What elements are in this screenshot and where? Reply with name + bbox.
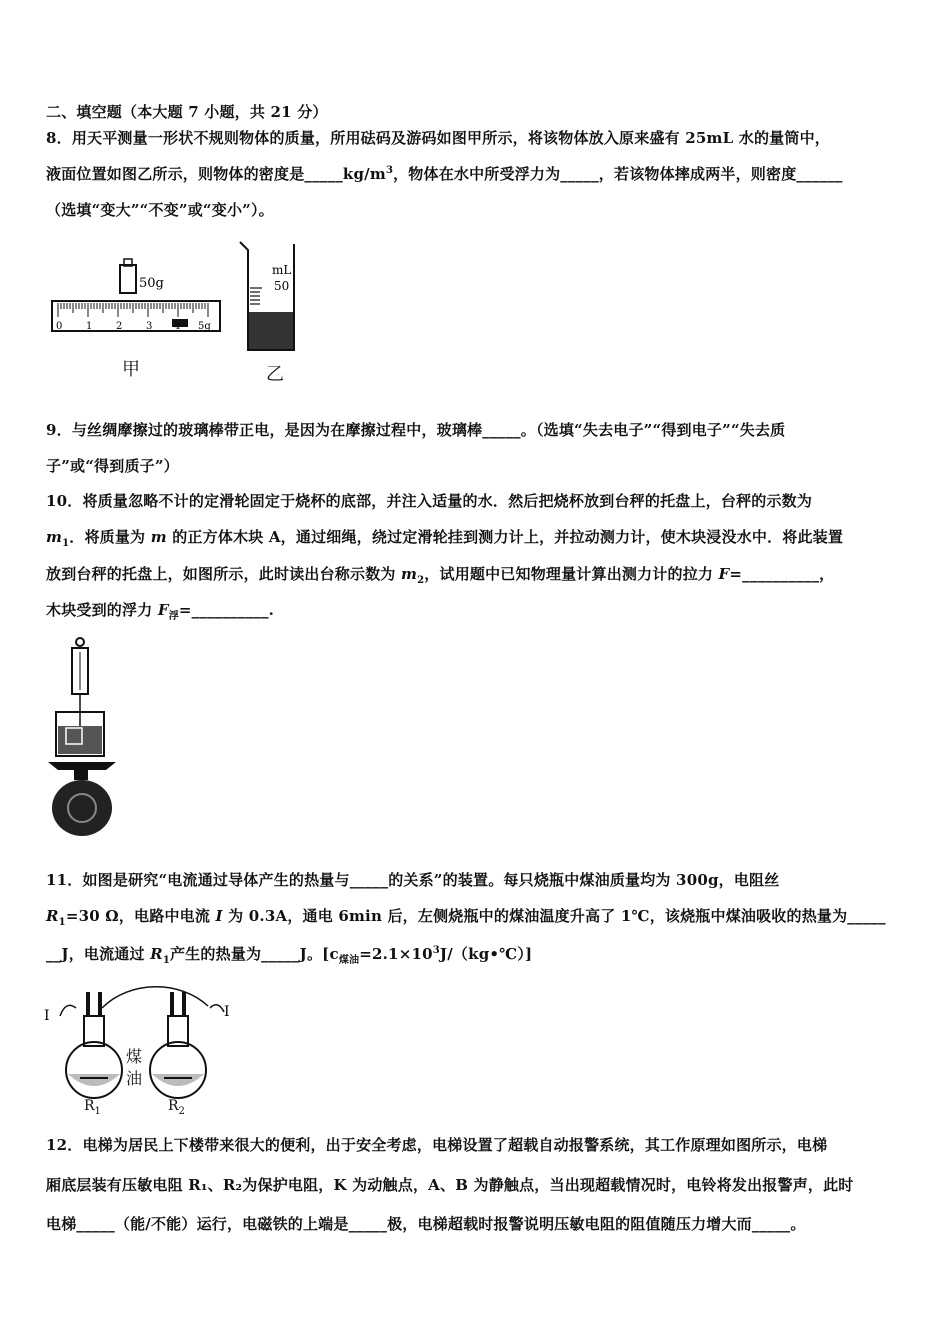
current-label-left: I (44, 1008, 50, 1024)
tick-label-3: 3 (146, 321, 153, 332)
figure-flasks (40, 978, 240, 1118)
figure-label-jia: 甲 (122, 359, 140, 380)
cylinder-graduations (250, 288, 262, 304)
scale-pan (48, 762, 116, 770)
q11-line-3: __J，电流通过 $R_1$产生的热量为_____J。$[c_{煤油}=2.1\times 10^3J/(kg•℃)]$ (46, 945, 533, 966)
connecting-wire (102, 987, 208, 1008)
q10-line-2: $m_1$．将质量为 m 的正方体木块 A，通过细绳，绕过定滑轮挂到测力计上，并拉动测力计，使木块浸没水中．将此装置 (46, 528, 844, 549)
q11-line-1: 11．如图是研究“电流通过导体产生的热量与_____的关系”的装置。每只烧瓶中煤油质量均为 300g，电阻丝 (46, 871, 780, 889)
water-column (249, 312, 293, 349)
q8-line-2: 液面位置如图乙所示，则物体的密度是$\_\_\_\_\_kg/m^3$，物体在水中所受浮力为_____，若该物体摔成两半，则密度______ (46, 165, 843, 183)
beaker-water (58, 726, 102, 754)
q9-line-2: 子”或“得到质子”） (46, 457, 179, 475)
q11-line-2: $R_1=30$ Ω，电路中电流 I 为 0.3A，通电 6min 后，左侧烧瓶中的煤油温度升高了 1℃，该烧瓶中煤油吸收的热量为_____ (46, 907, 886, 928)
q12-line-1: 12．电梯为居民上下楼带来很大的便利，出于安全考虑，电梯设置了超载自动报警系统，其工作原理如图所示，电梯 (46, 1136, 828, 1154)
q9-line-1: 9．与丝绸摩擦过的玻璃棒带正电，是因为在摩擦过程中，玻璃棒_____。（选填“失去电子”“得到电子”“失去质 (46, 421, 786, 439)
figure-graduated-cylinder (236, 240, 306, 390)
r1-label: $R_1$ (84, 1098, 101, 1117)
figure-spring-scale-setup (44, 636, 124, 841)
platform-scale-body (52, 780, 112, 836)
flask-right (150, 1042, 206, 1098)
q8-line-3: （选填“变大”“不变”或“变小”）。 (46, 201, 274, 219)
q10-line-4: 木块受到的浮力 $F_浮=\_\_\_\_\_\_\_\_\_\_$. (46, 601, 275, 622)
r2-label: $R_2$ (168, 1098, 185, 1117)
weight-label: 50g (139, 276, 164, 291)
figure-label-yi: 乙 (266, 364, 284, 385)
q8-line-1: 8．用天平测量一形状不规则物体的质量，所用砝码及游码如图甲所示，将该物体放入原来盛有 25mL 水的量筒中， (46, 129, 830, 147)
q10-line-1: 10．将质量忽略不计的定滑轮固定于烧杯的底部，并注入适量的水．然后把烧杯放到台秤的托盘上，台秤的示数为 (46, 492, 813, 510)
q12-line-3: 电梯_____（能/不能）运行，电磁铁的上端是_____极，电梯超载时报警说明压敏电阻的阻值随压力增大而_____。 (46, 1215, 806, 1233)
cylinder-drawing (236, 240, 306, 355)
cylinder-value: 50 (274, 279, 290, 293)
cylinder-unit: mL (272, 263, 292, 277)
tick-label-0: 0 (56, 321, 63, 332)
rider (172, 319, 188, 327)
tick-label-2: 2 (116, 321, 123, 332)
tick-label-1: 1 (86, 321, 93, 332)
tick-label-5: 5g (198, 321, 211, 332)
section-header: 二、填空题（本大题 7 小题，共 21 分） (46, 103, 328, 121)
q12-line-2: 厢底层装有压敏电阻 R₁、R₂为保护电阻，K 为动触点，A、B 为静触点，当出现超载情况时，电铃将发出报警声，此时 (46, 1176, 854, 1194)
q10-line-3: 放到台秤的托盘上，如图所示，此时读出台称示数为 $m_2$，试用题中已知物理量计算出测力计的拉力 F=__________， (46, 565, 835, 586)
weight-block (120, 265, 136, 293)
scale-ticks (58, 303, 208, 317)
spring-scale-drawing (44, 636, 124, 841)
current-label-right: I (224, 1004, 230, 1020)
flask-left (66, 1042, 122, 1098)
figure-balance-scale (48, 255, 228, 385)
kerosene-label: 煤油 (126, 1047, 143, 1088)
